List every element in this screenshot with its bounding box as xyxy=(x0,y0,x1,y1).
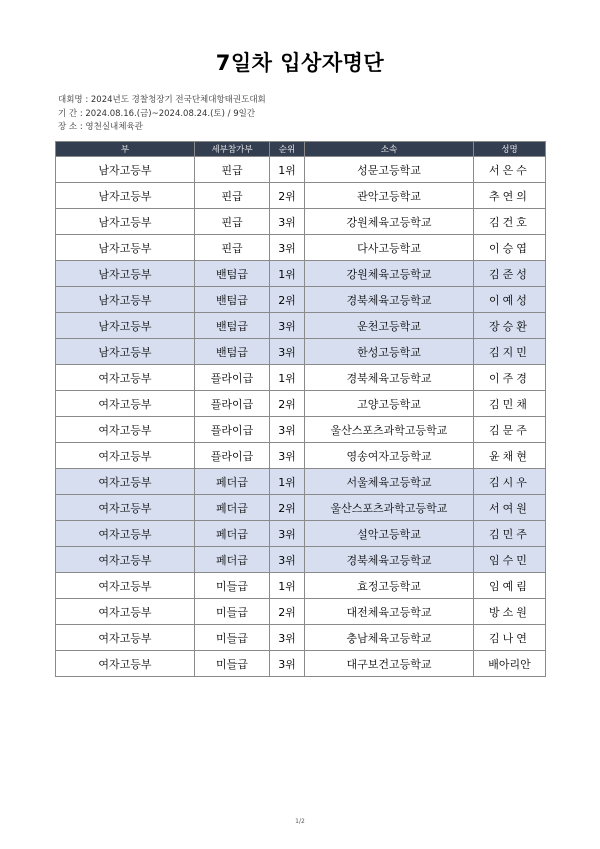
weight-class-cell: 미들급 xyxy=(195,599,270,625)
school-cell: 울산스포츠과학고등학교 xyxy=(305,417,474,443)
header-school: 소속 xyxy=(305,142,474,157)
school-cell: 고양고등학교 xyxy=(305,391,474,417)
table-row xyxy=(56,183,546,209)
division-cell: 남자고등부 xyxy=(56,157,195,183)
division-cell: 남자고등부 xyxy=(56,261,195,287)
weight-class-cell: 미들급 xyxy=(195,651,270,677)
name-cell: 김민주 xyxy=(474,521,546,547)
name-cell: 윤채현 xyxy=(474,443,546,469)
school-cell: 다사고등학교 xyxy=(305,235,474,261)
table-row xyxy=(56,365,546,391)
rank-cell: 1위 xyxy=(270,573,305,599)
name-cell: 서여원 xyxy=(474,495,546,521)
division-cell: 여자고등부 xyxy=(56,391,195,417)
table-row xyxy=(56,313,546,339)
event-info xyxy=(58,94,266,135)
table-row xyxy=(56,573,546,599)
weight-class-cell: 밴텀급 xyxy=(195,313,270,339)
rank-cell: 2위 xyxy=(270,495,305,521)
division-cell: 여자고등부 xyxy=(56,365,195,391)
table-row xyxy=(56,391,546,417)
weight-class-cell: 플라이급 xyxy=(195,365,270,391)
rank-cell: 3위 xyxy=(270,417,305,443)
name-cell: 이예성 xyxy=(474,287,546,313)
school-cell: 경북체육고등학교 xyxy=(305,547,474,573)
division-cell: 여자고등부 xyxy=(56,651,195,677)
school-cell: 충남체육고등학교 xyxy=(305,625,474,651)
table-row xyxy=(56,625,546,651)
school-cell: 효정고등학교 xyxy=(305,573,474,599)
division-cell: 여자고등부 xyxy=(56,495,195,521)
rank-cell: 3위 xyxy=(270,209,305,235)
header-name: 성명 xyxy=(474,142,546,157)
weight-class-cell: 밴텀급 xyxy=(195,261,270,287)
rank-cell: 2위 xyxy=(270,391,305,417)
name-cell: 임수민 xyxy=(474,547,546,573)
division-cell: 여자고등부 xyxy=(56,521,195,547)
division-cell: 여자고등부 xyxy=(56,547,195,573)
school-cell: 울산스포츠과학고등학교 xyxy=(305,495,474,521)
name-cell: 이주경 xyxy=(474,365,546,391)
name-cell: 김나연 xyxy=(474,625,546,651)
weight-class-cell: 플라이급 xyxy=(195,443,270,469)
school-cell: 서울체육고등학교 xyxy=(305,469,474,495)
name-cell: 김시우 xyxy=(474,469,546,495)
division-cell: 여자고등부 xyxy=(56,573,195,599)
name-cell: 김건호 xyxy=(474,209,546,235)
rank-cell: 2위 xyxy=(270,287,305,313)
school-cell: 한성고등학교 xyxy=(305,339,474,365)
division-cell: 남자고등부 xyxy=(56,287,195,313)
table-row xyxy=(56,261,546,287)
table-row xyxy=(56,469,546,495)
weight-class-cell: 밴텀급 xyxy=(195,287,270,313)
name-cell: 김문주 xyxy=(474,417,546,443)
school-cell: 운천고등학교 xyxy=(305,313,474,339)
rank-cell: 1위 xyxy=(270,157,305,183)
school-cell: 대구보건고등학교 xyxy=(305,651,474,677)
school-cell: 경북체육고등학교 xyxy=(305,287,474,313)
rank-cell: 3위 xyxy=(270,443,305,469)
name-cell: 이승엽 xyxy=(474,235,546,261)
name-cell: 김민채 xyxy=(474,391,546,417)
school-cell: 강원체육고등학교 xyxy=(305,209,474,235)
division-cell: 여자고등부 xyxy=(56,469,195,495)
event-period: 기 간 : 2024.08.16.(금)~2024.08.24.(토) / 9일간 xyxy=(58,108,256,119)
name-cell: 방소원 xyxy=(474,599,546,625)
weight-class-cell: 플라이급 xyxy=(195,417,270,443)
school-cell: 강원체육고등학교 xyxy=(305,261,474,287)
table-row xyxy=(56,547,546,573)
table-row xyxy=(56,521,546,547)
division-cell: 여자고등부 xyxy=(56,625,195,651)
name-cell: 배아리안 xyxy=(474,651,546,677)
division-cell: 여자고등부 xyxy=(56,599,195,625)
event-venue: 장 소 : 영천실내체육관 xyxy=(58,122,143,132)
table-row xyxy=(56,417,546,443)
weight-class-cell: 밴텀급 xyxy=(195,339,270,365)
weight-class-cell: 미들급 xyxy=(195,573,270,599)
name-cell: 장승환 xyxy=(474,313,546,339)
header-division: 부 xyxy=(56,142,195,157)
rank-cell: 3위 xyxy=(270,521,305,547)
page-number: 1/2 xyxy=(295,818,305,825)
rank-cell: 3위 xyxy=(270,313,305,339)
school-cell: 설악고등학교 xyxy=(305,521,474,547)
rank-cell: 1위 xyxy=(270,469,305,495)
weight-class-cell: 페더급 xyxy=(195,547,270,573)
rank-cell: 3위 xyxy=(270,547,305,573)
rank-cell: 3위 xyxy=(270,625,305,651)
rank-cell: 1위 xyxy=(270,261,305,287)
school-cell: 영송여자고등학교 xyxy=(305,443,474,469)
weight-class-cell: 페더급 xyxy=(195,495,270,521)
header-row xyxy=(56,142,546,157)
table-row xyxy=(56,495,546,521)
weight-class-cell: 페더급 xyxy=(195,521,270,547)
weight-class-cell: 핀급 xyxy=(195,209,270,235)
table-row xyxy=(56,209,546,235)
school-cell: 경북체육고등학교 xyxy=(305,365,474,391)
weight-class-cell: 핀급 xyxy=(195,183,270,209)
weight-class-cell: 핀급 xyxy=(195,157,270,183)
division-cell: 남자고등부 xyxy=(56,339,195,365)
division-cell: 남자고등부 xyxy=(56,183,195,209)
weight-class-cell: 페더급 xyxy=(195,469,270,495)
rank-cell: 2위 xyxy=(270,183,305,209)
rank-cell: 3위 xyxy=(270,339,305,365)
header-weight-class: 세부참가부 xyxy=(195,142,270,157)
division-cell: 여자고등부 xyxy=(56,417,195,443)
division-cell: 남자고등부 xyxy=(56,209,195,235)
school-cell: 성문고등학교 xyxy=(305,157,474,183)
header-rank: 순위 xyxy=(270,142,305,157)
rank-cell: 3위 xyxy=(270,235,305,261)
table-row xyxy=(56,599,546,625)
school-cell: 대전체육고등학교 xyxy=(305,599,474,625)
event-name: 대회명 : 2024년도 경찰청장기 전국단체대항태권도대회 xyxy=(58,95,266,105)
table-row xyxy=(56,157,546,183)
rank-cell: 3위 xyxy=(270,651,305,677)
rank-cell: 2위 xyxy=(270,599,305,625)
name-cell: 김준성 xyxy=(474,261,546,287)
table-row xyxy=(56,287,546,313)
name-cell: 임예림 xyxy=(474,573,546,599)
rank-cell: 1위 xyxy=(270,365,305,391)
division-cell: 남자고등부 xyxy=(56,313,195,339)
division-cell: 남자고등부 xyxy=(56,235,195,261)
results-table xyxy=(55,141,546,677)
table-row xyxy=(56,339,546,365)
table-row xyxy=(56,443,546,469)
table-row xyxy=(56,651,546,677)
school-cell: 관악고등학교 xyxy=(305,183,474,209)
table-row xyxy=(56,235,546,261)
weight-class-cell: 핀급 xyxy=(195,235,270,261)
weight-class-cell: 미들급 xyxy=(195,625,270,651)
name-cell: 추연의 xyxy=(474,183,546,209)
name-cell: 김지민 xyxy=(474,339,546,365)
weight-class-cell: 플라이급 xyxy=(195,391,270,417)
page-title: 7일차 입상자명단 xyxy=(215,51,385,75)
table-body xyxy=(56,157,546,677)
name-cell: 서은수 xyxy=(474,157,546,183)
division-cell: 여자고등부 xyxy=(56,443,195,469)
